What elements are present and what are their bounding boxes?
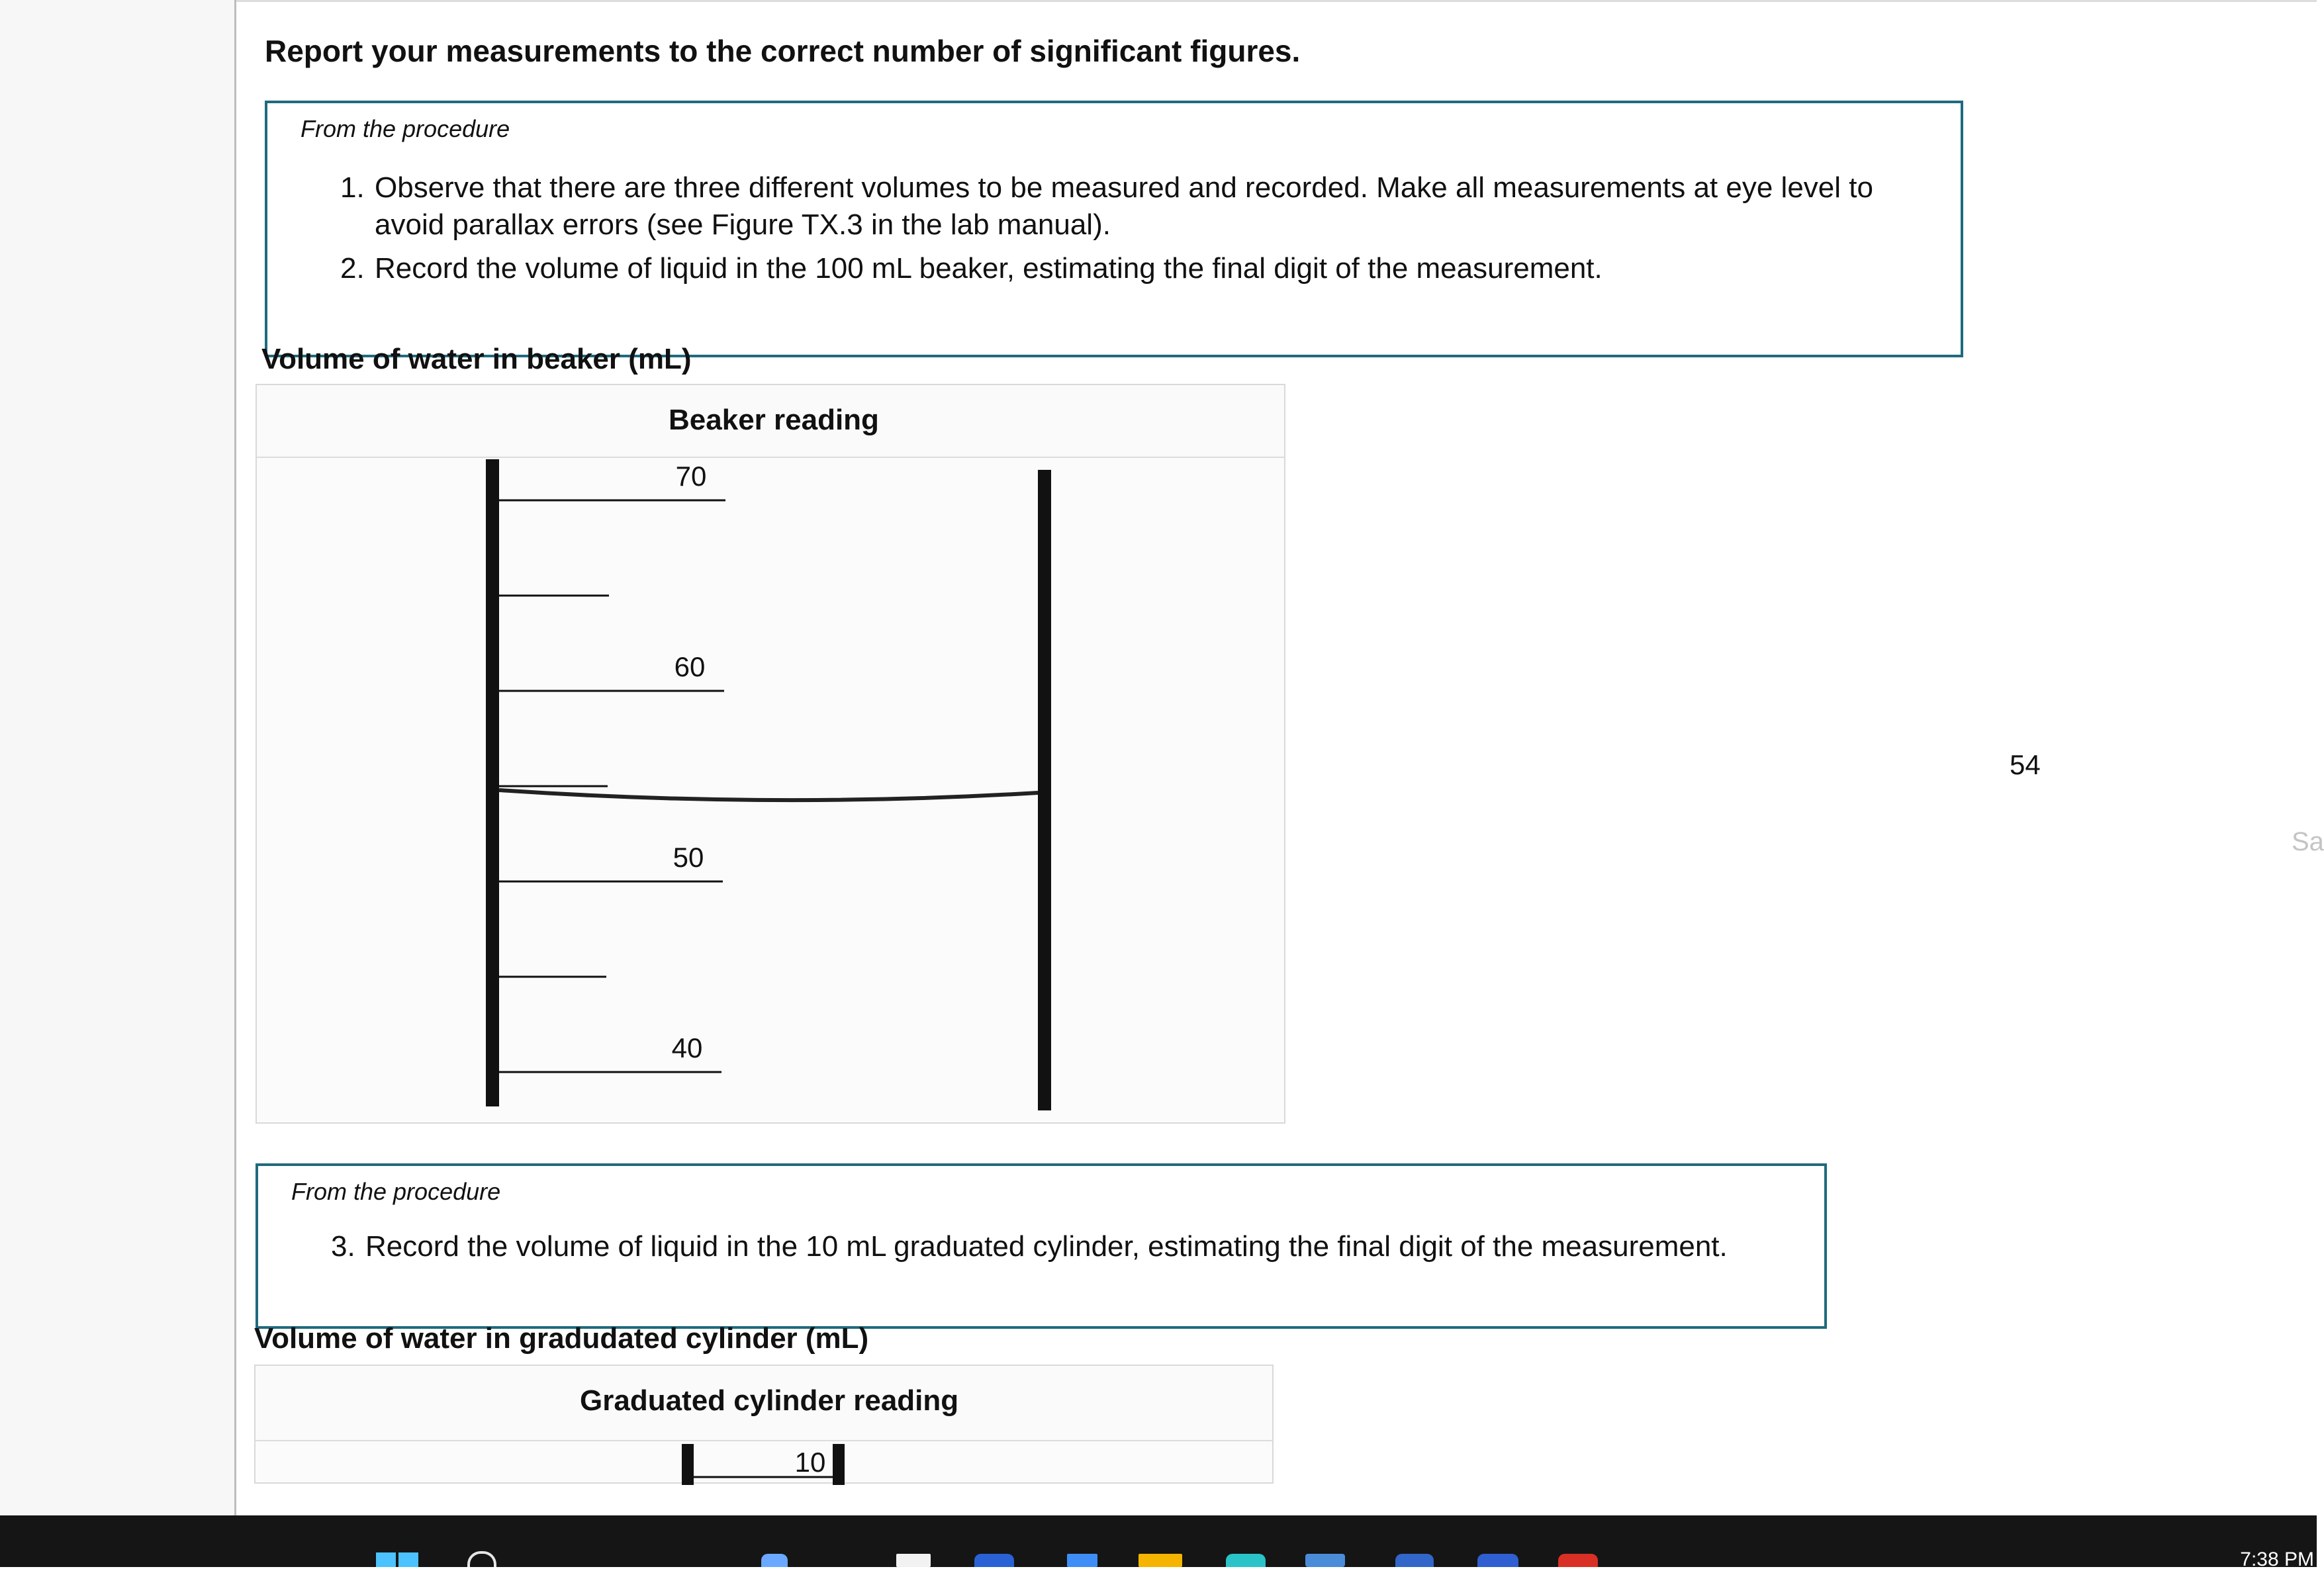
windows-start-icon[interactable]: [376, 1552, 420, 1567]
app-icon-3[interactable]: [1477, 1554, 1518, 1567]
procedure-step-1: [340, 169, 1929, 249]
tick-label-60: 60: [674, 651, 706, 682]
cut-off-edge-text: Sa: [2292, 827, 2324, 856]
beaker-answer-value[interactable]: 54: [2010, 749, 2041, 780]
step-text: Record the volume of liquid in the 10 mL graduated cylinder, estimating the final digit of the measurement.: [365, 1230, 1728, 1263]
widgets-icon[interactable]: [761, 1554, 788, 1567]
cylinder-panel-header-label: Graduated cylinder reading: [580, 1384, 959, 1417]
cylinder-section-title: Volume of water in gradudated cylinder (mL): [254, 1322, 869, 1355]
cylinder-diagram: [256, 1366, 1275, 1485]
app-icon[interactable]: [1305, 1554, 1345, 1567]
folder-icon[interactable]: [1139, 1554, 1182, 1567]
beaker-right-wall: [1038, 470, 1051, 1110]
page-left-border: [234, 0, 236, 1515]
procedure-box-2: [256, 1163, 1827, 1329]
browser-icon[interactable]: [974, 1554, 1014, 1567]
beaker-section-title: Volume of water in beaker (mL): [261, 343, 692, 375]
tick-label-10: 10: [794, 1447, 826, 1478]
procedure-label: From the procedure: [301, 115, 510, 142]
chrome-icon[interactable]: [1558, 1554, 1598, 1567]
instructions-heading: Report your measurements to the correct number of significant figures.: [265, 34, 1301, 68]
beaker-left-wall: [486, 459, 499, 1106]
cylinder-reading-panel: [254, 1365, 1274, 1484]
step-text: Observe that there are three different volumes to be measured and recorded. Make all measurements at eye level to avoid parallax errors (see Figure TX.3 in the lab manual).: [375, 171, 1873, 241]
beaker-panel-header-label: Beaker reading: [669, 404, 879, 436]
store-icon[interactable]: [1067, 1554, 1097, 1567]
cylinder-right-wall: [833, 1444, 845, 1485]
file-icon[interactable]: [896, 1554, 931, 1567]
procedure-label: From the procedure: [291, 1178, 501, 1205]
app-icon-2[interactable]: [1395, 1554, 1434, 1567]
left-gutter: [0, 0, 234, 1515]
search-icon[interactable]: [467, 1551, 496, 1567]
cylinder-left-wall: [682, 1444, 694, 1485]
taskbar: [0, 1515, 2317, 1570]
procedure-step-3: [331, 1228, 1814, 1268]
beaker-reading-panel: [256, 384, 1285, 1124]
step-number: 1.: [340, 171, 365, 204]
step-text: Record the volume of liquid in the 100 mL beaker, estimating the final digit of the measurement.: [375, 252, 1603, 285]
taskbar-clock[interactable]: 7:38 PM: [2240, 1549, 2314, 1570]
water-meniscus: [499, 790, 1038, 800]
step-number: 3.: [331, 1230, 355, 1263]
page-top-border: [236, 0, 2317, 2]
tick-label-70: 70: [675, 461, 707, 492]
procedure-box-1: [265, 101, 1963, 357]
edge-icon[interactable]: [1226, 1554, 1266, 1567]
beaker-diagram: [257, 385, 1287, 1125]
procedure-step-2: [340, 250, 1929, 290]
tick-label-50: 50: [673, 842, 704, 873]
tick-label-40: 40: [671, 1032, 703, 1063]
step-number: 2.: [340, 252, 365, 285]
